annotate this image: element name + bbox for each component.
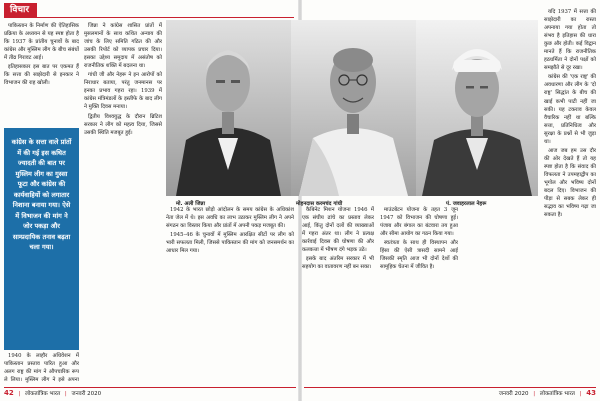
nehru-portrait-image <box>416 20 538 196</box>
article-column-4 <box>302 206 374 384</box>
paragraph: आज जब हम उस दौर की ओर देखते हैं तो यह स्पष्ट होता है कि संवाद की विफलता ने उपमहाद्वीप का भूगोल और भविष्य दोनों बदल दिए। विभाजन की पीड़ा से सबक लेकर ही सद्भाव का भविष्य गढ़ा जा सकता है। <box>544 147 596 219</box>
paragraph: जिन्ना ने कांग्रेस शासित प्रांतों में मुसलमानों के साथ कथित अन्याय की जांच के लिए समिति गठित की और उसकी रिपोर्ट को व्यापक प्रचार दिया। इसका उद्देश्य समुदाय में असंतोष को राजनीतिक शक्ति में बदलना था। <box>84 23 162 70</box>
section-tag: विचार <box>4 3 37 17</box>
paragraph: माउंटबेटन योजना के तहत 3 जून 1947 को विभाजन की घोषणा हुई। पंजाब और बंगाल का बंटवारा तय हुआ और सीमा आयोग का गठन किया गया। <box>380 207 458 238</box>
separator: | <box>64 391 67 397</box>
caption-jinnah: मो. अली जिन्ना <box>176 201 205 207</box>
magazine-name: लोकतांत्रिक भारत <box>25 391 61 397</box>
paragraph: इतिहासकार इस बात पर एकमत हैं कि सत्ता की साझेदारी से इनकार ने विभाजन की राह खोली। <box>4 64 79 87</box>
paragraph: द्वितीय विश्वयुद्ध के दौरान ब्रिटिश सरकार ने लीग को महत्व दिया, जिससे उसकी स्थिति मजबूत हुई। <box>84 113 162 136</box>
gandhi-portrait-image <box>291 20 416 196</box>
jinnah-portrait <box>166 20 291 196</box>
separator: | <box>533 391 536 397</box>
article-column-5 <box>380 206 458 384</box>
issue-date: जनवरी 2020 <box>498 391 529 397</box>
paragraph: इसके बाद अंतरिम सरकार में भी सहयोग का वातावरण नहीं बन सका। <box>302 256 374 271</box>
article-column-3 <box>166 206 294 384</box>
paragraph: गांधी जी और नेहरू ने इन आरोपों को निराधार बताया, परंतु जनमानस पर इनका प्रभाव गहरा रहा। 1939 में कांग्रेस मंत्रिमंडलों के इस्तीफे के बाद लीग ने मुक्ति दिवस मनाया। <box>84 72 162 111</box>
paragraph: कैबिनेट मिशन योजना 1946 में एक संघीय ढांचे का प्रस्ताव लेकर आई, किंतु दोनों दलों की व्याख्याओं में गहरा अंतर था। लीग ने प्रत्यक्ष कार्रवाई दिवस की घोषणा की और कलकत्ता में भीषण दंगे भड़क उठे। <box>302 207 374 254</box>
page-footer-right <box>304 387 596 398</box>
caption-gandhi: मोहनदास करमचंद गांधी <box>296 201 343 207</box>
article-column-6 <box>544 8 596 384</box>
separator: | <box>579 391 582 397</box>
separator: | <box>18 391 21 397</box>
paragraph: स्वतंत्रता के साथ ही विस्थापन और हिंसा की ऐसी त्रासदी सामने आई जिसकी स्मृति आज भी दोनों देशों की सामूहिक चेतना में जीवित है। <box>380 240 458 271</box>
issue-date: जनवरी 2020 <box>71 391 102 397</box>
paragraph: 1940 के लाहौर अधिवेशन में पाकिस्तान प्रस्ताव पारित हुआ और अलग राष्ट्र की मांग ने औपचारिक रूप ले लिया। मुस्लिम लीग ने इसे अपना <box>4 353 79 384</box>
magazine-name: लोकतांत्रिक भारत <box>539 391 575 397</box>
paragraph: कांग्रेस की 'एक राष्ट्र' की अवधारणा और लीग के 'दो राष्ट्र' सिद्धांत के बीच की खाई कभी पाटी नहीं जा सकी। यह टकराव केवल वैचारिक नहीं था बल्कि सत्ता, प्रतिनिधित्व और सुरक्षा के प्रश्नों से भी जुड़ा था। <box>544 74 596 145</box>
page-number: 42 <box>4 389 14 397</box>
paragraph: 1945–46 के चुनावों में मुस्लिम आरक्षित सीटों पर लीग को भारी सफलता मिली, जिससे पाकिस्तान की मांग को जनसमर्थन का आधार मिल गया। <box>166 232 294 255</box>
page-footer-left <box>4 387 296 398</box>
article-column-1-bottom <box>4 352 79 384</box>
section-divider <box>4 17 294 18</box>
nehru-portrait <box>416 20 538 196</box>
jinnah-portrait-image <box>166 20 291 196</box>
article-column-1-top <box>4 22 79 126</box>
pull-quote: कांग्रेस के सत्ता वाले प्रांतों में की गई इस कथित ज्यादती की बात पर मुस्लिम लीग का गुस्सा फूटा और कांग्रेस की कार्यवाहियों को लगातार निशाना बनाया गया। ऐसे में विभाजन की मांग ने जोर पकड़ा और साम्प्रदायिक तनाव बढ़ता चला गया। <box>4 128 79 350</box>
portrait-photo-strip <box>166 20 538 196</box>
paragraph: यदि 1937 में सत्ता की साझेदारी का रास्ता अपनाया गया होता तो संभव है इतिहास की धारा कुछ और होती। कई विद्वान मानते हैं कि राजनीतिक हठधर्मिता ने दोनों पक्षों को समझौते से दूर रखा। <box>544 9 596 72</box>
page-number: 43 <box>586 389 596 397</box>
article-column-2 <box>84 22 162 384</box>
caption-nehru: पं. जवाहरलाल नेहरू <box>446 201 487 207</box>
gandhi-portrait <box>291 20 416 196</box>
paragraph: पाकिस्तान के निर्माण की ऐतिहासिक प्रक्रिया के अध्ययन से यह स्पष्ट होता है कि 1937 के प्रांतीय चुनावों के बाद कांग्रेस और मुस्लिम लीग के बीच संबंधों में तीव्र गिरावट आई। <box>4 23 79 62</box>
paragraph: 1942 के भारत छोड़ो आंदोलन के समय कांग्रेस के अधिकांश नेता जेल में थे। इस अवधि का लाभ उठाकर मुस्लिम लीग ने अपने संगठन का विस्तार किया और प्रांतों में अपनी पकड़ मजबूत की। <box>166 207 294 230</box>
